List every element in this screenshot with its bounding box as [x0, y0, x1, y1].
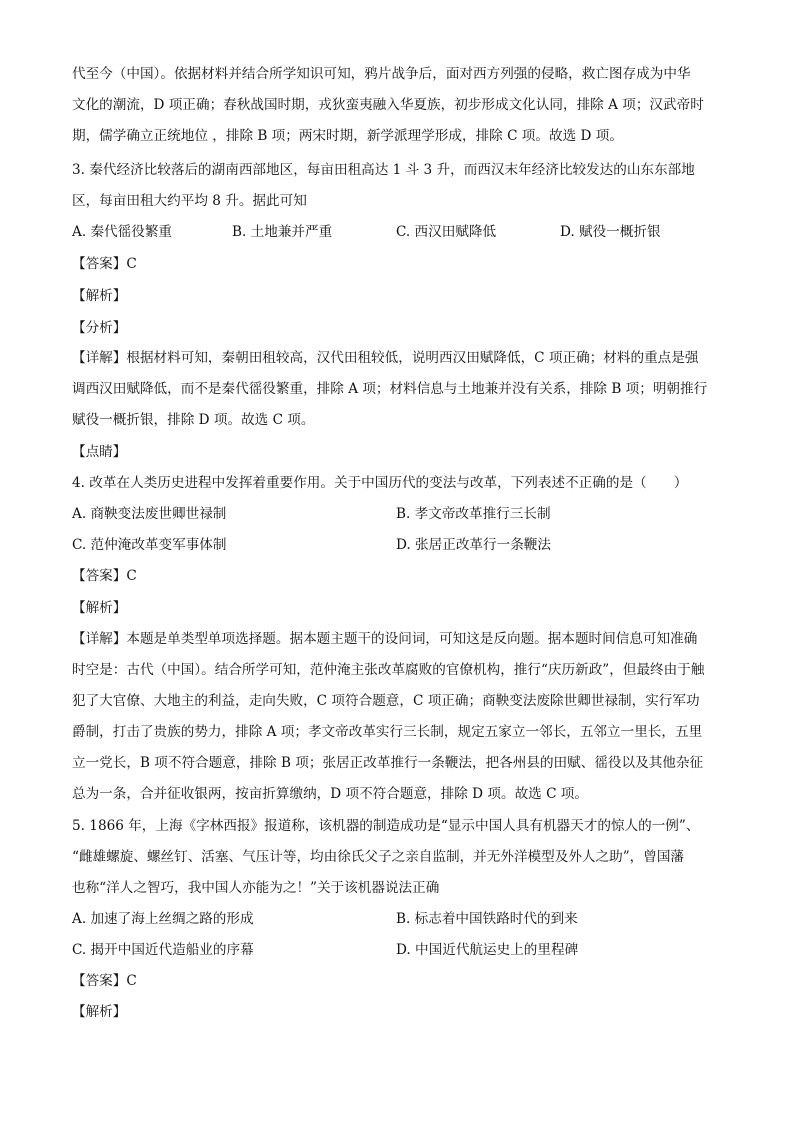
question-5-stem: 5. 1866 年，上海《字林西报》报道称，该机器的制造成功是“显示中国人具有机器天才的惊人的一例”、: [72, 818, 700, 834]
question-5-stem: “雌雄螺旋、螺丝钉、活塞、气压计等，均由徐氏父子之亲自监制，并无外洋模型及外人之助”，曾国藩: [72, 849, 685, 865]
q4-option-a: A. 商鞅变法废世卿世禄制: [72, 506, 227, 522]
question-5-stem: 也称“洋人之智巧，我中国人亦能为之！”关于该机器说法正确: [72, 880, 440, 896]
q3-detail: 【详解】根据材料可知，秦朝田租较高，汉代田租较低，说明西汉田赋降低，C 项正确；材料的重点是强: [72, 350, 699, 366]
question-4-stem: 4. 改革在人类历史进程中发挥着重要作用。关于中国历代的变法与改革，下列表述不正确的是（ ）: [72, 475, 688, 491]
q3-dianjing-heading: 【点睛】: [72, 444, 127, 460]
q4-detail: 犯了大官僚、大地主的利益，走向失败，C 项符合题意，C 项正确；商鞅变法废除世卿世禄制，实行军功: [72, 693, 700, 709]
q5-answer: 【答案】C: [72, 973, 137, 989]
q4-detail: 时空是：古代（中国）。结合所学可知，范仲淹主张改革腐败的官僚机构，推行“庆历新政”，但最终由于触: [72, 662, 705, 678]
q4-answer: 【答案】C: [72, 568, 137, 584]
question-3-stem: 3. 秦代经济比较落后的湖南西部地区，每亩田租高达 1 斗 3 升，而西汉末年经济比较发达的山东东部地: [72, 162, 695, 178]
q3-analysis-heading: 【解析】: [72, 288, 127, 304]
q4-option-d: D. 张居正改革行一条鞭法: [396, 537, 551, 553]
text-line: 代至今（中国）。依据材料并结合所学知识可知，鸦片战争后，面对西方列强的侵略，救亡图存成为中华: [72, 66, 691, 82]
q4-option-b: B. 孝文帝改革推行三长制: [396, 506, 551, 522]
q5-analysis-heading: 【解析】: [72, 1004, 127, 1020]
q3-detail: 调西汉田赋降低，而不是秦代徭役繁重，排除 A 项；材料信息与土地兼并没有关系，排除 B 项；明朝推行: [72, 381, 708, 397]
q4-detail: 总为一条，合并征收银两，按亩折算缴纳，D 项不符合题意，排除 D 项。故选 C 项。: [72, 786, 588, 802]
q4-analysis-heading: 【解析】: [72, 600, 127, 616]
q4-detail: 立一党长，B 项不符合题意，排除 B 项；张居正改革推行一条鞭法，把各州县的田赋、徭役以及其他杂征: [72, 755, 704, 771]
q3-option-b: B. 土地兼并严重: [232, 224, 333, 240]
q5-option-a: A. 加速了海上丝绸之路的形成: [72, 911, 254, 927]
q5-option-c: C. 揭开中国近代造船业的序幕: [72, 942, 254, 958]
q4-option-c: C. 范仲淹改革变军事体制: [72, 537, 227, 553]
q3-option-d: D. 赋役一概折银: [560, 224, 661, 240]
q4-detail: 爵制，打击了贵族的势力，排除 A 项；孝文帝改革实行三长制，规定五家立一邻长，五邻立一里长，五里: [72, 724, 703, 740]
q3-fenxi-heading: 【分析】: [72, 320, 127, 336]
q5-option-d: D. 中国近代航运史上的里程碑: [396, 942, 579, 958]
q3-answer: 【答案】C: [72, 256, 137, 272]
q5-option-b: B. 标志着中国铁路时代的到来: [396, 911, 578, 927]
q3-option-c: C. 西汉田赋降低: [396, 224, 497, 240]
text-line: 期，儒学确立正统地位 ，排除 B 项；两宋时期，新学派理学形成，排除 C 项。故选 D 项。: [72, 128, 623, 144]
text-line: 文化的潮流，D 项正确；春秋战国时期，戎狄蛮夷融入华夏族，初步形成文化认同，排除 A 项；汉武帝时: [72, 97, 704, 113]
q3-detail: 赋役一概折银，排除 D 项。故选 C 项。: [72, 412, 315, 428]
q4-detail: 【详解】本题是单类型单项选择题。据本题主题干的设问词，可知这是反向题。据本题时间信息可知准确: [72, 631, 698, 647]
q3-option-a: A. 秦代徭役繁重: [72, 224, 173, 240]
question-3-stem: 区，每亩田租大约平均 8 升。据此可知: [72, 193, 307, 209]
